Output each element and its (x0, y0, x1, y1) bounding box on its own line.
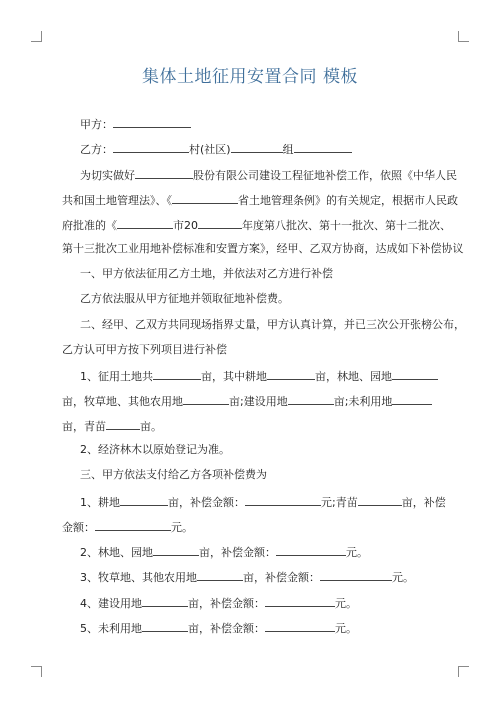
item-text: 亩;未利用地 (333, 395, 393, 408)
section-2-line-1: 二、经甲、乙双方共同现场指界丈量，甲方认真计算，并已三次公开张榜公布， (80, 318, 465, 331)
item-2: 2、经济林木以原始登记为准。 (80, 443, 230, 456)
forest-amount-blank[interactable] (276, 544, 346, 556)
crop-mark-top-right (458, 31, 469, 42)
row-text: 2、林地、园地 (80, 546, 153, 559)
row-text: 3、牧草地、其他农用地 (80, 571, 197, 584)
crop-mark-top-left (31, 31, 42, 42)
party-b-blank-name[interactable] (113, 141, 189, 153)
grassland-blank[interactable] (183, 393, 229, 405)
farmland-amount-blank[interactable] (245, 494, 321, 506)
intro-line-3 (62, 217, 451, 233)
compensation-row-4 (80, 595, 460, 611)
section-3-heading: 三、甲方依法支付给乙方各项补偿费为 (80, 468, 267, 481)
row-text: 元。 (392, 571, 414, 584)
row-text: 亩，补偿 (401, 496, 446, 509)
row-text: 元。 (346, 546, 368, 559)
row-text: 元;青苗 (321, 496, 358, 509)
crops-blank[interactable] (106, 418, 140, 430)
compensation-row-2 (80, 544, 460, 560)
row-text: 亩，补偿金额： (199, 546, 276, 559)
province-blank[interactable] (172, 192, 238, 204)
section-1-body: 乙方依法服从甲方征地并领取征地补偿费。 (80, 292, 289, 305)
construction-area-blank[interactable] (142, 595, 188, 607)
party-b-label: 乙方： (80, 143, 113, 156)
grassland-amount-blank[interactable] (320, 569, 392, 581)
compensation-row-1-cont (62, 519, 442, 535)
party-a-label: 甲方： (80, 118, 113, 131)
crops-area-blank[interactable] (358, 494, 402, 506)
party-b-line (80, 141, 460, 157)
year-blank[interactable] (198, 217, 242, 229)
intro-line-4: 第十三批次工业用地补偿标准和安置方案》，经甲、乙双方协商，达成如下补偿协议 (62, 242, 464, 255)
intro-line-2 (62, 192, 458, 208)
grassland-area-blank[interactable] (197, 569, 243, 581)
unused-land-blank[interactable] (392, 393, 432, 405)
row-text: 亩，补偿金额： (168, 496, 245, 509)
row-text: 元。 (171, 521, 193, 534)
compensation-row-5 (80, 620, 460, 636)
row-text: 4、建设用地 (80, 597, 142, 610)
row-text: 元。 (335, 597, 357, 610)
compensation-row-3 (80, 569, 460, 585)
intro-text: 股份有限公司建设工程征地补偿工作，依照《中华人民 (193, 169, 457, 182)
item-text: 亩，其中耕地 (201, 370, 267, 383)
row-text: 金额： (62, 521, 95, 534)
intro-text: 省土地管理条例》的有关规定，根据市人民政 (238, 194, 458, 207)
item-1-line-3 (62, 418, 442, 434)
company-blank[interactable] (135, 167, 193, 179)
intro-text: 府批准的《 (62, 219, 117, 232)
row-text: 5、未利用地 (80, 622, 142, 635)
party-a-line (80, 116, 460, 132)
crops-amount-blank[interactable] (95, 519, 171, 531)
item-1-line-1 (80, 368, 460, 384)
party-b-village-label: 村(社区) (189, 143, 231, 156)
row-text: 1、耕地 (80, 496, 120, 509)
construction-blank[interactable] (288, 393, 334, 405)
party-b-group-label: 组 (282, 143, 294, 156)
party-b-blank-village[interactable] (231, 141, 283, 153)
unused-area-blank[interactable] (142, 620, 188, 632)
item-text: 亩，林地、园地 (315, 370, 392, 383)
construction-amount-blank[interactable] (265, 595, 335, 607)
row-text: 亩，补偿金额： (188, 622, 265, 635)
intro-text: 为切实做好 (80, 169, 135, 182)
city-blank[interactable] (117, 217, 173, 229)
intro-text: 市20 (173, 219, 198, 232)
forest-blank[interactable] (392, 368, 438, 380)
unused-amount-blank[interactable] (265, 620, 335, 632)
intro-line-1 (80, 167, 460, 183)
item-text: 亩。 (140, 420, 162, 433)
item-text: 亩，青苗 (62, 420, 106, 433)
forest-area-blank[interactable] (153, 544, 199, 556)
farmland-blank[interactable] (267, 368, 315, 380)
intro-text: 年度第八批次、第十一批次、第十二批次、 (242, 219, 451, 232)
item-text: 1、征用土地共 (80, 370, 153, 383)
item-text: 亩;建设用地 (229, 395, 288, 408)
party-b-blank-group[interactable] (294, 141, 352, 153)
section-2-line-2: 乙方认可甲方按下列项目进行补偿 (62, 343, 227, 356)
row-text: 亩，补偿金额： (243, 571, 320, 584)
row-text: 亩，补偿金额： (188, 597, 265, 610)
document-title: 集体土地征用安置合同 模板 (142, 67, 358, 87)
item-text: 亩，牧草地、其他农用地 (62, 395, 183, 408)
row-text: 元。 (335, 622, 357, 635)
section-1-heading: 一、甲方依法征用乙方土地，并依法对乙方进行补偿 (80, 267, 333, 280)
item-1-line-2 (62, 393, 442, 409)
intro-text: 共和国土地管理法》、《 (62, 194, 172, 207)
compensation-row-1 (80, 494, 460, 510)
party-a-blank[interactable] (113, 116, 191, 128)
crop-mark-bottom-right (458, 666, 469, 677)
farmland-area-blank[interactable] (120, 494, 168, 506)
crop-mark-bottom-left (31, 666, 42, 677)
total-land-blank[interactable] (153, 368, 201, 380)
